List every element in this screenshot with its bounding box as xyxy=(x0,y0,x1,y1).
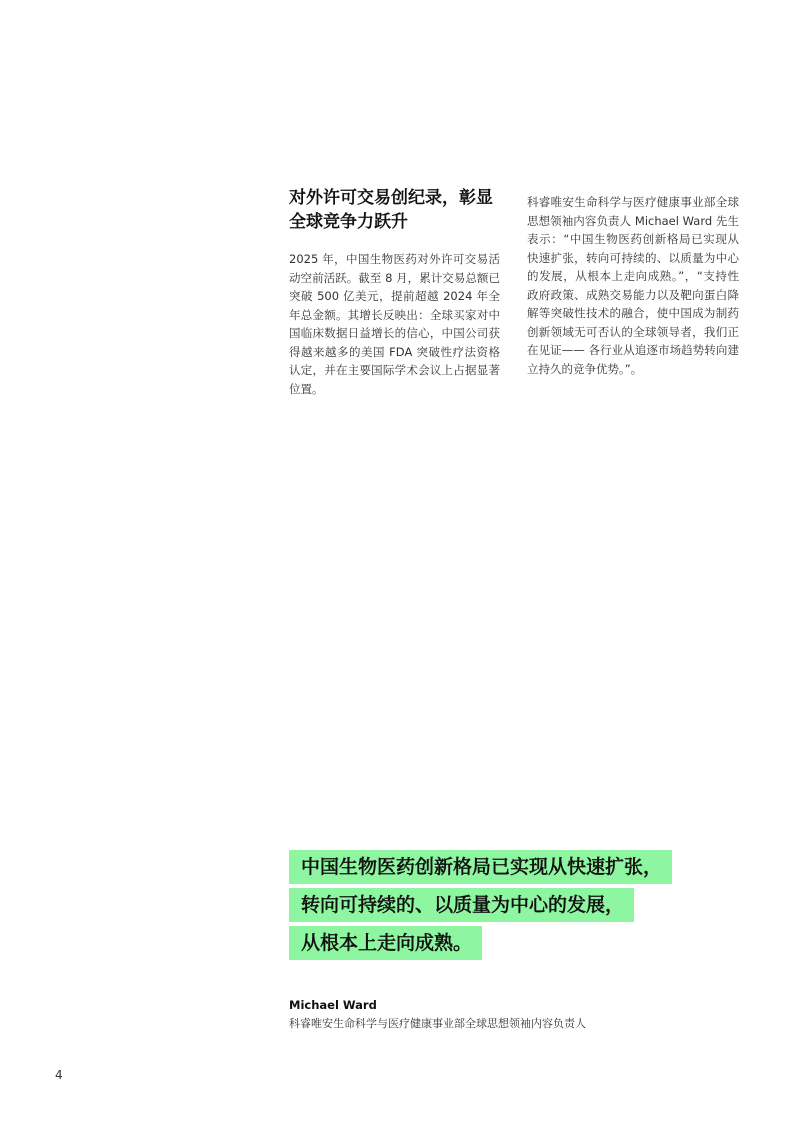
left-paragraph: 2025 年，中国生物医药对外许可交易活动空前活跃。截至 8 月，累计交易总额已突破 500 亿美元，提前超越 2024 年全年总金额。其增长反映出：全球买家对中国临床数据日益增长的信心，中国公司获得越来越多的美国 FDA 突破性疗法资格认定，并在主要国际学术会议上占据显著位置。 xyxy=(289,252,500,396)
pull-quote xyxy=(289,850,729,964)
pull-quote-line-3: 从根本上走向成熟。 xyxy=(289,926,482,960)
attribution-title: 科睿唯安生命科学与医疗健康事业部全球思想领袖内容负责人 xyxy=(289,1017,586,1030)
page-number: 4 xyxy=(55,1068,63,1082)
pull-quote-line-2: 转向可持续的、以质量为中心的发展， xyxy=(289,888,634,922)
section-heading: 对外许可交易创纪录，彰显全球竞争力跃升 xyxy=(289,188,493,232)
attribution-name: Michael Ward xyxy=(289,998,377,1012)
right-paragraph: 科睿唯安生命科学与医疗健康事业部全球思想领袖内容负责人 Michael Ward 先生表示：“中国生物医药创新格局已实现从快速扩张，转向可持续的、以质量为中心的发展，从根本上走向成熟。”，“支持性政府政策、成熟交易能力以及靶向蛋白降解等突破性技术的融合，使中国成为制药创新领域无可否认的全球领导者，我们正在见证—— 各行业从追逐市场趋势转向建立持久的竞争优势。”。 xyxy=(527,195,739,376)
pull-quote-line-1: 中国生物医药创新格局已实现从快速扩张， xyxy=(289,850,672,884)
